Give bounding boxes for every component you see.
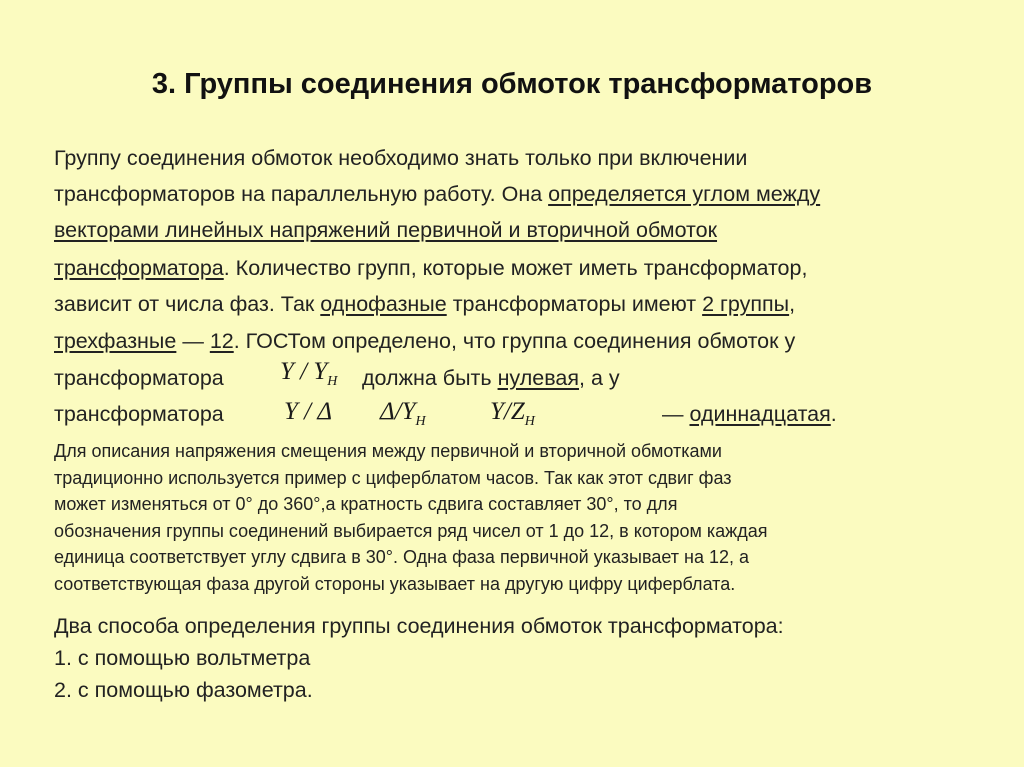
slide-title: 3. Группы соединения обмоток трансформаторов — [151, 68, 873, 100]
underlined-text: определяется углом между — [548, 182, 821, 206]
underlined-text: трансформатора — [54, 256, 224, 280]
method-item-2 — [54, 678, 313, 703]
formula-y-yh — [280, 358, 337, 390]
formula-sub: H — [524, 414, 535, 429]
underlined-text: трехфазные — [54, 329, 177, 353]
text-line-8b — [662, 402, 837, 427]
formula-main: Y / Δ — [284, 398, 333, 425]
text-line-3 — [54, 218, 717, 243]
formula-sub: H — [415, 414, 426, 429]
methods-intro — [54, 614, 784, 639]
clock-explanation — [54, 438, 974, 597]
text-line-7a — [54, 366, 224, 391]
text-line: Для описания напряжения смещения между первичной и вторичной обмотками — [54, 441, 722, 461]
underlined-text: векторами линейных напряжений первичной и вторичной обмоток — [54, 218, 718, 242]
underlined-text: 12 — [209, 329, 234, 353]
text: трансформаторов на параллельную работу. Она — [54, 182, 549, 206]
text: трансформатора — [54, 402, 224, 426]
text-line-5 — [54, 292, 795, 317]
formula-main: Δ/Y — [380, 398, 416, 425]
text: , а у — [579, 366, 620, 390]
text: 1. с помощью вольтметра — [54, 646, 311, 670]
formula-delta-yh — [380, 398, 426, 430]
text-line-8a — [54, 402, 224, 427]
text-line: обозначения группы соединений выбирается ряд чисел от 1 до 12, в котором каждая — [54, 520, 768, 541]
underlined-text: нулевая — [497, 366, 579, 390]
formula-y-delta — [284, 398, 332, 426]
text-line: традиционно используется пример с циферблатом часов. Так как этот сдвиг фаз — [54, 467, 732, 488]
formula-y-zh — [490, 398, 535, 430]
text: . — [830, 402, 837, 426]
text-line-1 — [54, 146, 747, 171]
text-line-7b — [362, 366, 620, 391]
formula-main: Y/Z — [490, 398, 525, 425]
formula-main: Y / Y — [280, 358, 328, 385]
text-line: соответствующая фаза другой стороны указывает на другую цифру циферблата. — [54, 573, 736, 594]
text: Группу соединения обмоток необходимо знать только при включении — [54, 146, 748, 170]
method-item-1 — [54, 646, 310, 671]
text-line-6 — [54, 329, 795, 354]
text: . ГОСТом определено, что группа соединения обмоток у — [233, 329, 796, 353]
text-line-4 — [54, 256, 807, 281]
text: — — [662, 402, 690, 426]
text: должна быть — [362, 366, 498, 390]
text: зависит от числа фаз. Так — [54, 292, 321, 316]
text: трансформатора — [54, 366, 224, 390]
text-line: единица соответствует углу сдвига в 30°. Одна фаза первичной указывает на 12, а — [54, 547, 750, 567]
underlined-text: 2 группы — [702, 292, 790, 316]
text: трансформаторы имеют — [446, 292, 703, 316]
text: — — [176, 329, 210, 353]
text: , — [789, 292, 796, 316]
underlined-text: одиннадцатая — [689, 402, 831, 426]
text: . Количество групп, которые может иметь трансформатор, — [223, 256, 808, 280]
text: 2. с помощью фазометра. — [54, 678, 313, 702]
text-line-2 — [54, 182, 820, 207]
formula-sub: H — [327, 374, 338, 389]
text: Два способа определения группы соединения обмоток трансформатора: — [54, 614, 784, 638]
underlined-text: однофазные — [320, 292, 447, 316]
text-line: может изменяться от 0° до 360°,а кратность сдвига составляет 30°, то для — [54, 494, 678, 514]
